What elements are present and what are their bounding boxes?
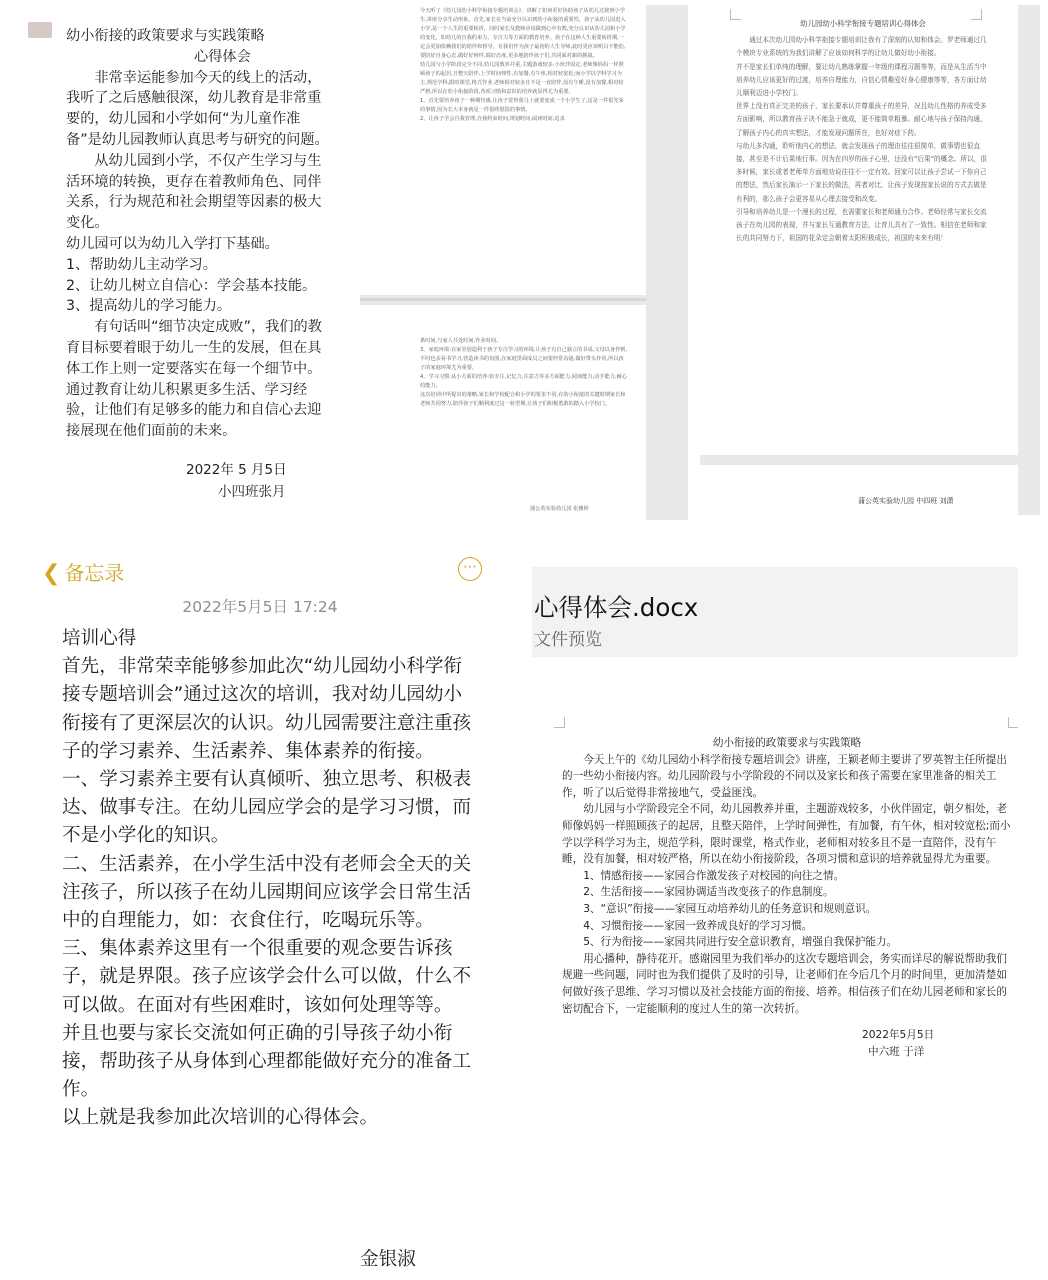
line: 2、让幼儿树立自信心：学会基本技能。 xyxy=(66,277,317,294)
margin-mark xyxy=(971,9,982,20)
list-item: 2、生活衔接——家园协调适当改变孩子的作息制度。 xyxy=(583,886,834,899)
document-page xyxy=(360,305,646,520)
note-paragraph: 首先，非常荣幸能够参加此次“幼儿园幼小科学衔接专题培训会”通过这次的培训，我对幼儿园幼小衔接有了更深层次的认识。幼儿园需要注意注重孩子的学习素养、生活素养、集体素养的衔接。 xyxy=(62,656,472,762)
note-timestamp: 2022年5月5日 17:24 xyxy=(182,598,338,616)
file-preview-label: 文件预览 xyxy=(534,630,602,650)
note-paragraph: 二、生活素养，在小学生活中没有老师会全天的关注孩子，所以孩子在幼儿园期间应该学会日常生活中的自理能力，如：衣食住行，吃喝玩乐等。 xyxy=(62,853,472,932)
paragraph: 非常幸运能参加今天的线上的活动，我听了之后感触很深，幼儿教育是非常重要的，幼儿园和小学如何“为儿童作准备”是幼儿园教师认真思考与研究的问题。 xyxy=(66,69,329,148)
file-name: 心得体会.docx xyxy=(534,593,699,622)
panel-subtitle: 心得体会 xyxy=(194,48,251,65)
note-paragraph: 三、集体素养这里有一个很重要的观念要告诉孩子，就是界限。孩子应该学会什么可以做，什么不可以做。在面对有些困难时，该如何处理等等。 xyxy=(62,938,472,1016)
signature: 中六班 于洋 xyxy=(868,1045,925,1058)
more-options-icon[interactable]: ⋯ xyxy=(458,557,482,581)
date: 2022年 5 月5日 xyxy=(186,462,287,478)
document-page xyxy=(700,465,1018,515)
document-text: 通过本次幼儿园幼小科学衔接专题培训让我有了深刻的认知和体会。罗老师通过几个模块专业系统的为我们讲解了应该如何科学的让幼儿做好幼小衔接。 并不是家长们单纯的理解，要让幼儿熟练掌握一年级的课程习题等等，而是从生活当中培养幼儿应该更好的过渡，培养自理能力，自信心情趣爱好身心健康等等，各方面让幼儿顺利迈进小学校门。 世界上没有真正完美的孩子，家长要承认并尊重孩子的差异，况且幼儿性格的养成受多方面影响，所以教育孩子决不能急于就成，更不能简单粗暴。耐心地与孩子保持沟通，了解孩子内心的真实想法，才能发现问题所在，也好对症下药。 与幼儿多沟通，聆听他内心的想法，就会发现孩子的理由往往很简单，做事情也很直接，甚至是不计后果地行事。因为在四岁的孩子心里，还没有“后果”的概念。所以，很多时候，家长或者老师单方面地劝说往往不一定有效。回家可以让孩子尝试一下你自己的想法，然后家长演示一下家长的做法，再者对比，让孩子发现按家长说的方式去做是有利的，那么孩子会更容易从心理去接受和改变。 引导和培养幼儿是一个漫长的过程，也需要家长和老师通力合作。老师经常与家长交流孩子在幼儿园的表现，并与家长互通教育方法，让育儿具有了一致性。相信在老师和家长的共同努力下，祖国的花朵定会朝着太阳积极成长，祖国的未来有明！ xyxy=(736,36,987,243)
document-title: 幼小衔接的政策要求与实践策略 xyxy=(712,737,862,749)
note-paragraph: 以上就是我参加此次培训的心得体会。 xyxy=(62,1107,379,1129)
avatar-thumbnail xyxy=(28,22,52,38)
panel-title: 幼小衔接的政策要求与实践策略 xyxy=(66,28,265,44)
paragraph: 有句话叫“细节决定成败”，我们的教育目标要着眼于幼儿一生的发展，但在具体工作上则一定要落实在每一个细节中。通过教育让幼儿积累更多生活、学习经验，让他们有足够多的能力和自信心去迎接展现在他们面前的未来。 xyxy=(66,319,322,440)
file-preview-screen xyxy=(532,567,1018,1280)
back-label: 备忘录 xyxy=(64,561,125,585)
image-panel-handwritten-summary xyxy=(0,0,358,520)
document-footer: 蒲公英实验幼儿园 张雅婷 xyxy=(530,506,589,512)
line: 幼儿园可以为幼儿入学打下基础。 xyxy=(66,235,279,252)
note-body[interactable] xyxy=(62,625,480,1133)
note-paragraph: 一、学习素养主要有认真倾听、独立思考、积极表达、做事专注。在幼儿园应学会的是学习习惯，而不是小学化的知识。 xyxy=(62,769,472,847)
list-item: 5、行为衔接——家园共同进行安全意识教育，增强自我保护能力。 xyxy=(583,936,898,949)
margin-mark xyxy=(730,9,741,20)
summary-text-block xyxy=(66,26,334,442)
line: 1、帮助幼儿主动学习。 xyxy=(66,256,217,273)
document-page xyxy=(360,5,646,295)
document-preview-body[interactable] xyxy=(562,735,1012,1060)
date: 2022年5月5日 xyxy=(862,1029,935,1042)
list-item: 1、情感衔接——家园合作激发孩子对校园的向往之情。 xyxy=(583,869,845,882)
page-divider xyxy=(360,298,646,301)
document-page xyxy=(700,5,1018,455)
signature: 小四班张月 xyxy=(218,484,286,500)
line: 3、提高幼儿的学习能力。 xyxy=(66,298,232,315)
note-paragraph: 并且也要与家长交流如何正确的引导孩子幼小衔接，帮助孩子从身体到心理都能做好充分的准备工作。 xyxy=(62,1022,472,1101)
margin-mark xyxy=(1008,717,1018,728)
back-button[interactable] xyxy=(42,557,124,586)
document-screenshot-panel-b xyxy=(360,5,688,520)
paragraph: 从幼儿园到小学，不仅产生学习与生活环境的转换，更存在着教师角色、同伴关系，行为规范和社会期望等因素的极大变化。 xyxy=(66,152,322,232)
list-item: 4、习惯衔接——家园一致养成良好的学习习惯。 xyxy=(583,919,813,932)
note-title: 培训心得 xyxy=(62,628,137,649)
document-footer: 蒲公英实验幼儿园 中四班 刘潇 xyxy=(858,497,954,505)
document-text: 今天听了《幼儿园幼小科学衔接专题培训会》，讲解了如何更好协助孩子从幼儿过渡到小学生,讲座分享生动形象。首先,家长在当前充分认识到幼小衔接的重要性，孩子从幼儿园进入小学,是一个人生的重要转折，同时家长及教师应该做到心中有数,充分认识从幼儿园和小学的变化，如幼儿的自我约束力、专注力等方面的教育培养。孩子在这种人生重要转折期,一定会更加依赖我们的陪伴和督导，有我们作为孩子最初的人生导师,此时更应该明白不能松,要陪好自身心态,做好好榜样,端好态度,更多地陪伴孩子们,共同面对新的挑战。 幼儿园与小学阶段完全不同,幼儿园教养并重,主题游戏较多,小伙伴固定,老师像妈妈一样照顾孩子的起居,且整天陪伴,上学时间弹性,有加餐,有午休,相对较宽松;而小学以学科学习为主,规范学科,限时课堂,格式作业,老师相对较多且不是一直陪伴,没有午睡,没有加餐,相对较严格,所以在幼小衔接阶段,各项习惯和意识的培养就显得尤为重要。 1、首先要培养孩子一种期待感,让孩子觉得我马上就要变成一个小学生了,这是一件很光荣的事情,因为长大本身就是一件很欣慰很的事情。 2、让孩子学会自我管理,自我约束时间,规划时间,阅读时间,追求 xyxy=(420,8,626,122)
author-name: 金银淑 xyxy=(360,1249,416,1270)
file-preview-header xyxy=(532,567,1018,657)
document-text: 条时间,与家人共处时间,作业时间。 3、家庭环境:在家里创造利于孩子专注学习的环境,让孩子有自己独立的书桌,父母以身作则,平时也多看书学习,营造读书的氛围,在家庭里面成员之间要经常沟通,做好带头作用,所以孩子的家庭环境尤为重要。 4、学习习惯:从小方面的培养:如专注,记忆力,注意力等多方面能力,阅读能力,动手能力,耐心的能力。 这次培训中所提出的策略,家长和学校配合和小学的要求不同,在幼小衔接的关键时期家长和老师共同努力,陪伴孩子们顺利度过这一转型期,让孩子们积极勇敢的踏入小学校门。 xyxy=(420,338,628,407)
document-paragraph: 用心播种，静待花开。感谢园里为我们举办的这次专题培训会，务实而详尽的解说帮助我们规避一些问题，同时也为我们提供了及时的引导，让老师们在今后几个月的时间里，更加清楚如何做好孩子思维、学习习惯以及社会技能方面的衔接、培养。相信孩子们在幼儿园老师和家长的密切配合下，一定能顺利的度过人生的第一次转折。 xyxy=(562,952,1007,1015)
margin-mark xyxy=(554,717,565,728)
document-title: 幼儿园幼小科学衔接专题培训心得体会 xyxy=(800,19,926,28)
document-paragraph: 今天上午的《幼儿园幼小科学衔接专题培训会》讲座，王颖老师主要讲了罗英智主任所提出的一些幼小衔接内容。幼儿园阶段与小学阶段的不同以及家长和孩子需要在家里准备的相关工作，听了以后觉得非常接地气，受益匪浅。 xyxy=(562,753,1007,799)
list-item: 3、“意识”衔接——家园互动培养幼儿的任务意识和规则意识。 xyxy=(583,902,877,915)
document-paragraph: 幼儿园与小学阶段完全不同，幼儿园教养并重，主题游戏较多，小伙伴固定，朝夕相处，老师像妈妈一样照顾孩子的起居，且整天陪伴，上学时间弹性，有加餐，有午休，相对较宽松;而小学以学科学习为主，规范学科，限时课堂，格式作业，老师相对较多且不是一直陪伴，没有午睡，没有加餐，相对较严格，所以在幼小衔接阶段，各项习惯和意识的培养就显得尤为重要。 xyxy=(562,803,1011,866)
chevron-left-icon: ❮ xyxy=(42,561,61,586)
document-screenshot-panel-c xyxy=(700,5,1040,515)
notes-app-screen xyxy=(0,545,520,1280)
